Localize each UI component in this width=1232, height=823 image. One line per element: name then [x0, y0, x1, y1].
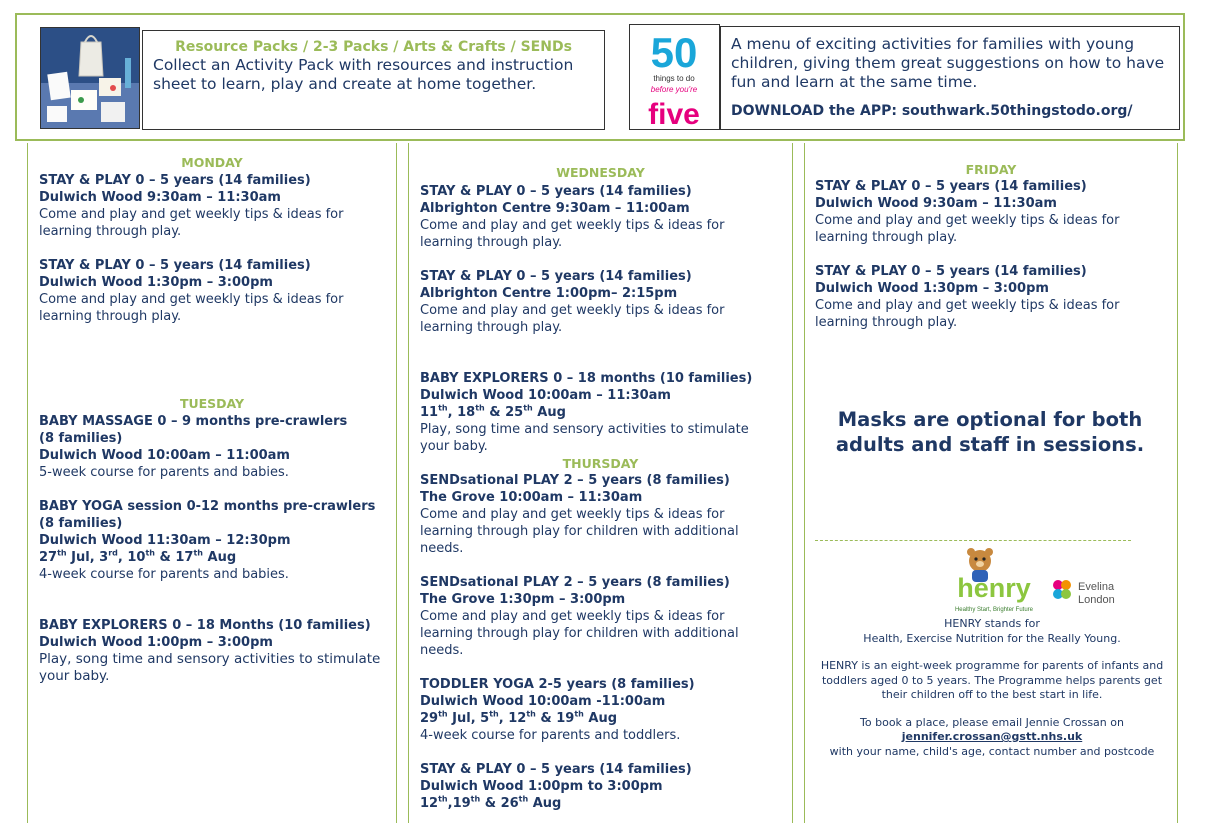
entry-location: Dulwich Wood 10:00am -11:00am — [420, 694, 666, 709]
friday-entry-2 — [815, 263, 1165, 331]
friday-heading: FRIDAY — [965, 162, 1017, 177]
entry-title: STAY & PLAY 0 – 5 years (14 families) — [420, 269, 692, 284]
entry-location: Dulwich Wood 1:00pm – 3:00pm — [39, 635, 273, 650]
entry-description: Come and play and get weekly tips & ideas for learning through play for children with additional needs. — [420, 507, 739, 556]
entry-title: BABY EXPLORERS 0 – 18 months (10 families) — [420, 371, 753, 386]
henry-acronym: Health, Exercise Nutrition for the Really Young. — [863, 631, 1121, 645]
entry-location: Dulwich Wood 9:30am – 11:30am — [815, 196, 1057, 211]
monday-entry-2 — [39, 257, 389, 325]
fifty-word: five — [648, 98, 700, 129]
tuesday-entry-2 — [39, 498, 389, 583]
entry-title: STAY & PLAY 0 – 5 years (14 families) — [39, 173, 311, 188]
entry-location: Dulwich Wood 1:30pm – 3:00pm — [815, 281, 1049, 296]
london-word: London — [1078, 594, 1115, 606]
entry-title: SENDsational PLAY 2 – 5 years (8 families) — [420, 575, 730, 590]
friday-entry-1 — [815, 178, 1165, 246]
entry-location: Albrighton Centre 9:30am – 11:00am — [420, 201, 690, 216]
entry-description: Come and play and get weekly tips & ideas for learning through play for children with additional needs. — [420, 609, 739, 658]
thursday-heading: THURSDAY — [562, 456, 639, 471]
entry-location: The Grove 10:00am – 11:30am — [420, 490, 643, 505]
entry-description: Come and play and get weekly tips & ideas for learning through play. — [39, 207, 344, 239]
entry-location: Dulwich Wood 11:30am – 12:30pm — [39, 533, 291, 548]
entry-location: Dulwich Wood 9:30am – 11:30am — [39, 190, 281, 205]
thursday-entry-2 — [420, 574, 780, 659]
entry-location: Albrighton Centre 1:00pm– 2:15pm — [420, 286, 678, 301]
tuesday-entry-1 — [39, 413, 389, 481]
entry-title: BABY YOGA session 0-12 months pre-crawlers — [39, 499, 376, 514]
dashed-divider — [815, 540, 1131, 541]
entry-location: The Grove 1:30pm – 3:00pm — [420, 592, 626, 607]
entry-title: STAY & PLAY 0 – 5 years (14 families) — [39, 258, 311, 273]
menu-description: A menu of exciting activities for families with young children, giving them great suggestions on how to have fun and learn at the same time. — [731, 35, 1165, 91]
column-monday-tuesday — [27, 143, 397, 823]
entry-location: Dulwich Wood 10:00am – 11:30am — [420, 388, 671, 403]
entry-description: Come and play and get weekly tips & ideas for learning through play. — [420, 303, 725, 335]
entry-title: STAY & PLAY 0 – 5 years (14 families) — [815, 179, 1087, 194]
evelina-word: Evelina — [1078, 581, 1115, 593]
entry-dates: 29th Jul, 5th, 12th & 19th Aug — [420, 709, 618, 726]
henry-description: HENRY is an eight-week programme for parents of infants and toddlers aged 0 to 5 years. The Programme helps parents get their children off to the best start in life. — [820, 659, 1164, 701]
download-app-link[interactable]: DOWNLOAD the APP: southwark.50thingstodo.org/ — [731, 103, 1133, 119]
entry-dates: 27th Jul, 3rd, 10th & 17th Aug — [39, 548, 237, 565]
tuesday-heading: TUESDAY — [179, 396, 245, 411]
masks-notice: Masks are optional for both adults and staff in sessions. — [835, 408, 1145, 456]
wednesday-entry-1 — [420, 183, 780, 251]
entry-title: TODDLER YOGA 2-5 years (8 families) — [420, 677, 695, 692]
thursday-entry-1 — [420, 472, 780, 557]
entry-location: Dulwich Wood 10:00am – 11:00am — [39, 448, 290, 463]
henry-email-link[interactable]: jennifer.crossan@gstt.nhs.uk — [901, 730, 1083, 743]
entry-description: Play, song time and sensory activities to stimulate your baby. — [420, 422, 749, 454]
wednesday-entry-2 — [420, 268, 780, 336]
entry-location: Dulwich Wood 1:30pm – 3:00pm — [39, 275, 273, 290]
entry-families: (8 families) — [39, 516, 123, 531]
henry-word: henry — [957, 573, 1031, 603]
resource-packs-title: Resource Packs / 2-3 Packs / Arts & Crafts / SENDs — [175, 39, 572, 55]
entry-description: 4-week course for parents and toddlers. — [420, 728, 681, 743]
monday-heading: MONDAY — [181, 155, 243, 170]
activity-pack-photo — [40, 27, 140, 129]
entry-description: Play, song time and sensory activities to stimulate your baby. — [39, 651, 381, 684]
entry-description: 5-week course for parents and babies. — [39, 465, 289, 480]
wednesday-heading: WEDNESDAY — [556, 165, 645, 180]
henry-booking-details: with your name, child's age, contact number and postcode — [829, 744, 1155, 758]
henry-stands-for: HENRY stands for — [944, 617, 1040, 630]
entry-dates: 11th, 18th & 25th Aug — [420, 403, 566, 420]
entry-families: (8 families) — [39, 431, 123, 446]
resource-packs-box — [142, 30, 605, 130]
henry-logo — [946, 547, 1046, 615]
thursday-entry-4 — [420, 761, 780, 812]
thursday-entry-3 — [420, 676, 780, 744]
entry-title: BABY MASSAGE 0 – 9 months pre-crawlers — [39, 414, 348, 429]
entry-location: Dulwich Wood 1:00pm to 3:00pm — [420, 779, 663, 794]
entry-title: STAY & PLAY 0 – 5 years (14 families) — [420, 762, 692, 777]
menu-activities-box — [720, 26, 1180, 130]
entry-title: STAY & PLAY 0 – 5 years (14 families) — [815, 264, 1087, 279]
entry-title: BABY EXPLORERS 0 – 18 Months (10 families) — [39, 618, 371, 633]
entry-description: Come and play and get weekly tips & ideas for learning through play. — [815, 298, 1120, 330]
fifty-line-1: things to do — [653, 74, 695, 83]
fifty-line-2: before you're — [650, 85, 698, 94]
entry-description: Come and play and get weekly tips & ideas for learning through play. — [39, 292, 344, 324]
entry-title: STAY & PLAY 0 – 5 years (14 families) — [420, 184, 692, 199]
tuesday-entry-3 — [39, 617, 389, 685]
monday-entry-1 — [39, 172, 389, 240]
evelina-logo — [1050, 575, 1130, 609]
50-things-logo — [629, 24, 720, 130]
henry-booking: To book a place, please email Jennie Crossan on — [860, 715, 1124, 729]
entry-description: 4-week course for parents and babies. — [39, 567, 289, 582]
fifty-number: 50 — [650, 29, 698, 76]
entry-description: Come and play and get weekly tips & ideas for learning through play. — [420, 218, 725, 250]
henry-info — [812, 617, 1172, 759]
entry-title: SENDsational PLAY 2 – 5 years (8 families) — [420, 473, 730, 488]
henry-tagline: Healthy Start, Brighter Future — [954, 607, 1034, 613]
resource-packs-description: Collect an Activity Pack with resources and instruction sheet to learn, play and create at home together. — [153, 56, 574, 93]
wednesday-entry-3 — [420, 370, 780, 455]
entry-dates: 12th,19th & 26th Aug — [420, 794, 562, 811]
entry-description: Come and play and get weekly tips & ideas for learning through play. — [815, 213, 1120, 245]
